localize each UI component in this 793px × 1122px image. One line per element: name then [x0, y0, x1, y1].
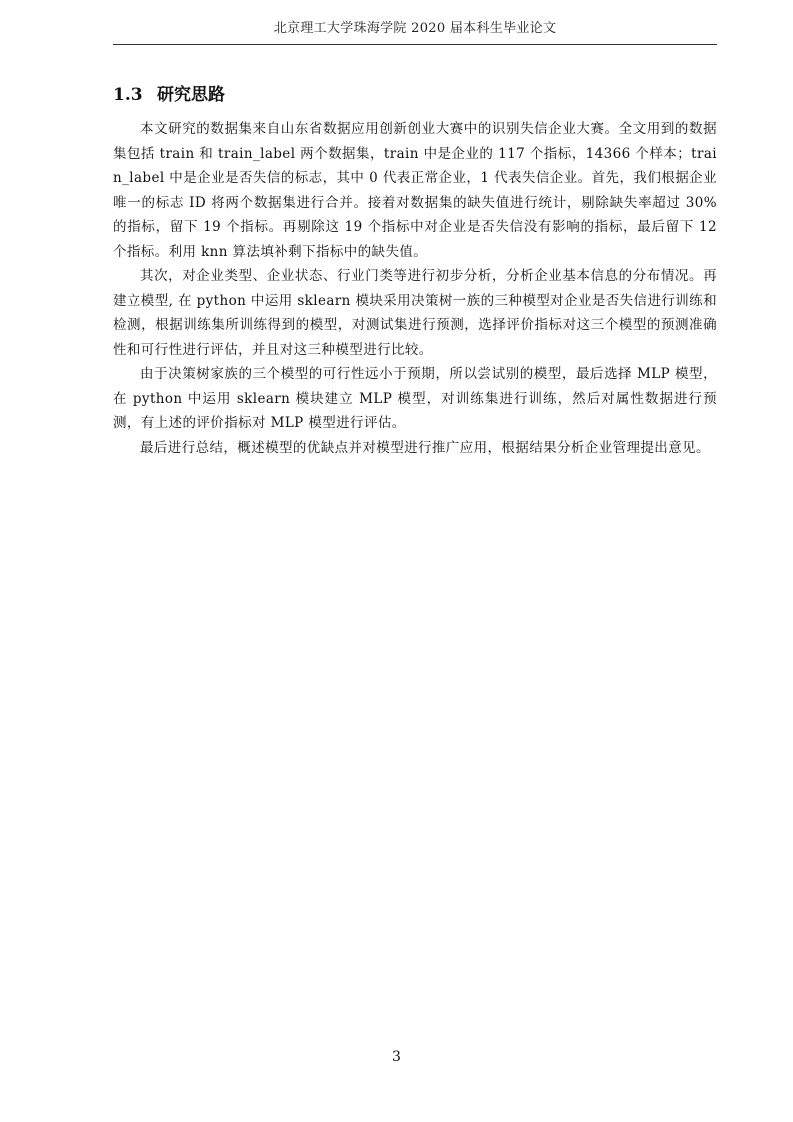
section-heading [113, 84, 225, 106]
section-title: 研究思路 [157, 85, 225, 105]
paragraph-mlp: 由于决策树家族的三个模型的可行性远小于预期，所以尝试别的模型，最后选择 MLP 模型，在 python 中运用 sklearn 模块建立 MLP 模型，对训练集进行训练，然后对属性数据进行预测，有上述的评价指标对 MLP 模型进行评估。 [113, 366, 717, 431]
page-number: 3 [392, 1049, 401, 1065]
paragraph-dataset: 本文研究的数据集来自山东省数据应用创新创业大赛中的识别失信企业大赛。全文用到的数据集包括 train 和 train_label 两个数据集，train 中是企业的 117 个指标，14366 个样本；train_label 中是企业是否失信的标志，其中 0 代表正常企业，1 代表失信企业。首先，我们根据企业唯一的标志 ID 将两个数据集进行合并。接着对数据集的缺失值进行统计，剔除缺失率超过 30% 的指标，留下 19 个指标。再剔除这 19 个指标中对企业是否失信没有影响的指标，最后留下 12 个指标。利用 knn 算法填补剩下指标中的缺失值。 [113, 121, 717, 260]
header-rule [113, 44, 717, 45]
body-text [113, 117, 717, 460]
paragraph-analysis: 其次，对企业类型、企业状态、行业门类等进行初步分析，分析企业基本信息的分布情况。再建立模型, 在 python 中运用 sklearn 模块采用决策树一族的三种模型对企业是否失信进行训练和检测，根据训练集所训练得到的模型，对测试集进行预测，选择评价指标对这三个模型的预测准确性和可行性进行评估，并且对这三种模型进行比较。 [113, 268, 717, 358]
paragraph-summary: 最后进行总结，概述模型的优缺点并对模型进行推广应用，根据结果分析企业管理提出意见。 [140, 439, 710, 456]
section-number: 1.3 [113, 85, 143, 105]
running-header: 北京理工大学珠海学院 2020 届本科生毕业论文 [273, 21, 557, 36]
